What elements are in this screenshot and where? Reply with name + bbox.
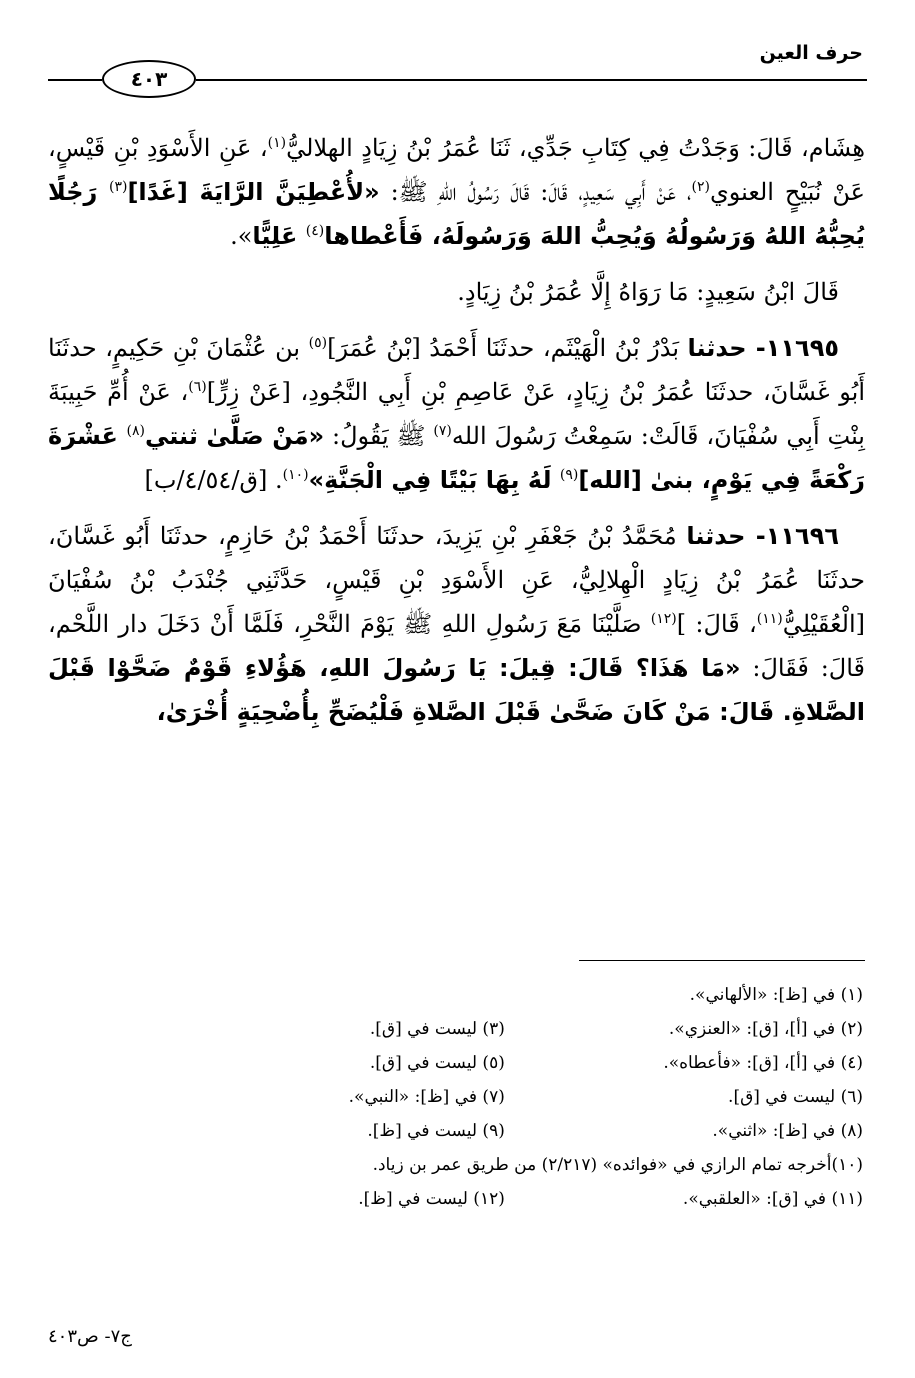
page-number: ٤٠٣	[102, 60, 196, 98]
hadith-text: لَهُ بِهَا بَيْتًا فِي الْجَنَّةِ»	[308, 466, 560, 494]
volume-page-ref: ج٧- ص٤٠٣	[48, 1326, 132, 1347]
footnote-ref: (٥)	[308, 335, 328, 351]
paragraph-1	[48, 126, 865, 258]
running-head: حرف العين	[759, 42, 863, 64]
footnote-row	[49, 1012, 863, 1046]
text-run: ».	[230, 222, 253, 250]
manuscript-ref: . [ق/٤/٥٤/ب]	[144, 466, 283, 494]
footnote-6: (٦) ليست في [ق].	[728, 1087, 863, 1107]
hadith-11695	[48, 326, 865, 502]
header-rule	[196, 79, 867, 81]
hadith-text: «مَنْ صَلَّىٰ ثنتي	[144, 422, 325, 450]
text-run: ﷺ يَقُولُ:	[324, 422, 434, 450]
footnote-3: (٣) ليست في [ق].	[369, 1019, 505, 1039]
hadith-number: ١١٦٩٥-	[746, 334, 839, 362]
footnote-8: (٨) في [ظ]: «اثني».	[712, 1121, 863, 1141]
footnote-11: (١١) في [ق]: «العلقبي».	[682, 1189, 863, 1209]
haddathana-label: حدثنا	[687, 334, 747, 362]
footnote-separator	[579, 960, 865, 961]
footnote-ref: (٢)	[691, 179, 710, 195]
footnote-ref: (٩)	[559, 467, 579, 483]
haddathana-label: حدثنا	[686, 522, 746, 550]
footnote-ref: (٣)	[108, 179, 128, 195]
footnote-ref: (١٠)	[282, 467, 309, 483]
footnote-9: (٩) ليست في [ظ].	[367, 1121, 505, 1141]
footnote-2: (٢) في [أ]، [ق]: «العنزي».	[668, 1019, 863, 1039]
text-run: هِشَام، قَالَ: وَجَدْتُ فِي كِتَابِ جَدِّي، ثَنَا عُمَرُ بْنُ زِيَادٍ الهلاليُّ	[286, 134, 865, 162]
footnote-ref: (١)	[267, 135, 287, 151]
footnote-4: (٤) في [أ]، [ق]: «فأعطاه».	[663, 1053, 863, 1073]
footnote-5: (٥) ليست في [ق].	[369, 1053, 505, 1073]
footnote-row	[49, 1148, 863, 1182]
text-run: قَالَ ابْنُ سَعِيدٍ: مَا رَوَاهُ إِلَّا عُمَرُ بْنُ زِيَادٍ.	[457, 278, 839, 306]
footnote-row	[49, 1080, 863, 1114]
text-run: بَدْرُ بْنُ الْهَيْثَم، حدثَنَا أَحْمَدُ [بْنُ عُمَرَ]	[327, 334, 688, 362]
footnote-row	[49, 1114, 863, 1148]
main-text	[48, 126, 865, 746]
hadith-text: عَلِيًّا	[252, 222, 306, 250]
text-run: ، عَنْ أَبِي سَعِيدٍ، قَالَ: قَالَ رَسُولُ اللهِ ﷺ:	[390, 178, 692, 206]
footnote-ref: (٤)	[305, 223, 325, 239]
hadith-text: «لأُعْطِيَنَّ الرَّايَةَ [غَدًا]	[127, 178, 380, 206]
text-run: صَلَّيْنَا مَعَ رَسُولِ اللهِ ﷺ يَوْمَ النَّحْرِ، فَلَمَّا أَنْ دَخَلَ دار اللَّحْم، قَالَ: فَقَالَ:	[48, 610, 866, 682]
footnote-ref: (٨)	[126, 423, 145, 439]
footnote-ref: (٧)	[433, 423, 452, 439]
footnote-ref: (١١)	[756, 611, 783, 627]
footnote-12: (١٢) ليست في [ظ].	[358, 1189, 505, 1209]
hadith-text: «مَا هَذَا؟ قَالَ: قِيلَ: يَا رَسُولَ اللهِ، هَؤُلاءِ قَوْمٌ ضَحَّوْا قَبْلَ الصَّلاةِ. قَالَ: مَنْ كَانَ ضَحَّىٰ قَبْلَ الصَّلاةِ فَلْيُضَحِّ بِأُضْحِيَةٍ أُخْرَىٰ،	[48, 654, 865, 726]
footnote-1: (١) في [ظ]: «الألهاني».	[689, 985, 863, 1005]
text-run: ، قَالَ: ]	[676, 610, 757, 638]
header-rule-left	[48, 79, 102, 81]
footnote-row	[49, 1182, 863, 1216]
footnote-ref: (٦)	[188, 379, 207, 395]
footnotes	[49, 978, 863, 1216]
text-run: ، عَنِ الأَسْوَدِ بْنِ قَيْسٍ، عَنْ نُبَيْحٍ العنوي	[48, 134, 865, 206]
text-run: مُحَمَّدُ بْنُ جَعْفَرِ بْنِ يَزِيدَ، حدثَنَا أَحْمَدُ بْنُ حَازِمٍ، حدثَنَا أَبُو غَسَّانَ، حدثَنَا عُمَرُ بْنُ زِيَادٍ الْهِلالِيُّ، عَنِ الأَسْوَدِ بْنِ قَيْسٍ، حَدَّثَنِي جُنْدَبُ بْنُ سُفْيَانَ [الْعُقَيْلِيُّ	[48, 522, 865, 638]
hadith-text: عَشْرَةَ رَكْعَةً فِي يَوْمٍ، بنىٰ [الله]	[48, 422, 865, 494]
text-run: بن عُثْمَانَ بْنِ حَكِيمٍ، حدثَنَا أَبُو غَسَّانَ، حدثَنَا عُمَرُ بْنُ زِيَادٍ، عَنْ عَاصِمِ بْنِ أَبِي النَّجُودِ، [عَنْ زِرٍّ]	[48, 334, 865, 406]
hadith-number: ١١٦٩٦-	[745, 522, 839, 550]
footnote-10: (١٠)أخرجه تمام الرازي في «فوائده» (٢/٢١٧) من طريق عمر بن زياد.	[372, 1155, 863, 1175]
hadith-text: رَجُلًا يُحِبُّهُ اللهُ وَرَسُولُهُ وَيُحِبُّ اللهَ وَرَسُولَهُ، فَأَعْطاها	[48, 178, 865, 250]
footnote-row	[49, 978, 863, 1012]
hadith-11696	[48, 514, 865, 734]
footnote-7: (٧) في [ظ]: «النبي».	[348, 1087, 505, 1107]
footnote-row	[49, 1046, 863, 1080]
footnote-ref: (١٢)	[650, 611, 677, 627]
paragraph-2	[48, 270, 865, 314]
text-run: ، عَنْ أُمِّ حَبِيبَةَ بِنْتِ أَبِي سُفْيَانَ، قَالَتْ: سَمِعْتُ رَسُولَ الله	[48, 378, 865, 450]
